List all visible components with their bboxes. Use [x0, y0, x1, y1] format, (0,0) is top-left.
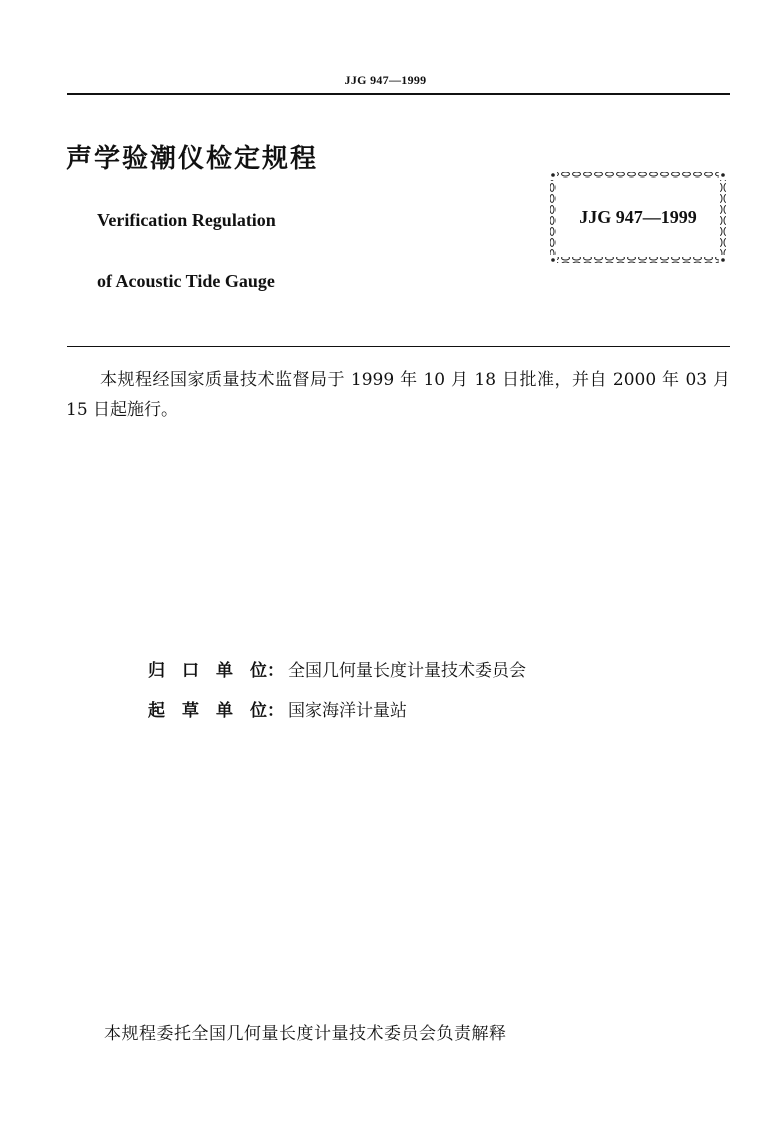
- regulation-code-box: [549, 171, 727, 264]
- interpretation-note: 本规程委托全国几何量长度计量技术委员会负责解释: [104, 1024, 507, 1044]
- drafting-unit-label: 起 草 单 位：: [148, 701, 284, 721]
- section-rule: [67, 346, 730, 347]
- title-english-line1: Verification Regulation: [97, 210, 276, 230]
- drafting-unit-value: 国家海洋计量站: [288, 701, 407, 721]
- responsible-unit-row: [148, 656, 526, 681]
- drafting-unit-row: [148, 696, 407, 721]
- title-english-line2: of Acoustic Tide Gauge: [97, 271, 275, 291]
- responsible-unit-label: 归 口 单 位：: [148, 661, 284, 681]
- title-chinese: 声学验潮仪检定规程: [66, 144, 319, 174]
- header-rule: [67, 93, 730, 95]
- header-code: JJG 947—1999: [344, 73, 427, 87]
- regulation-code: JJG 947—1999: [579, 207, 697, 227]
- approval-statement: 本规程经国家质量技术监督局于 1999 年 10 月 18 日批准，并自 2000 年 03 月 15 日起施行。: [66, 370, 730, 420]
- responsible-unit-value: 全国几何量长度计量技术委员会: [288, 661, 526, 681]
